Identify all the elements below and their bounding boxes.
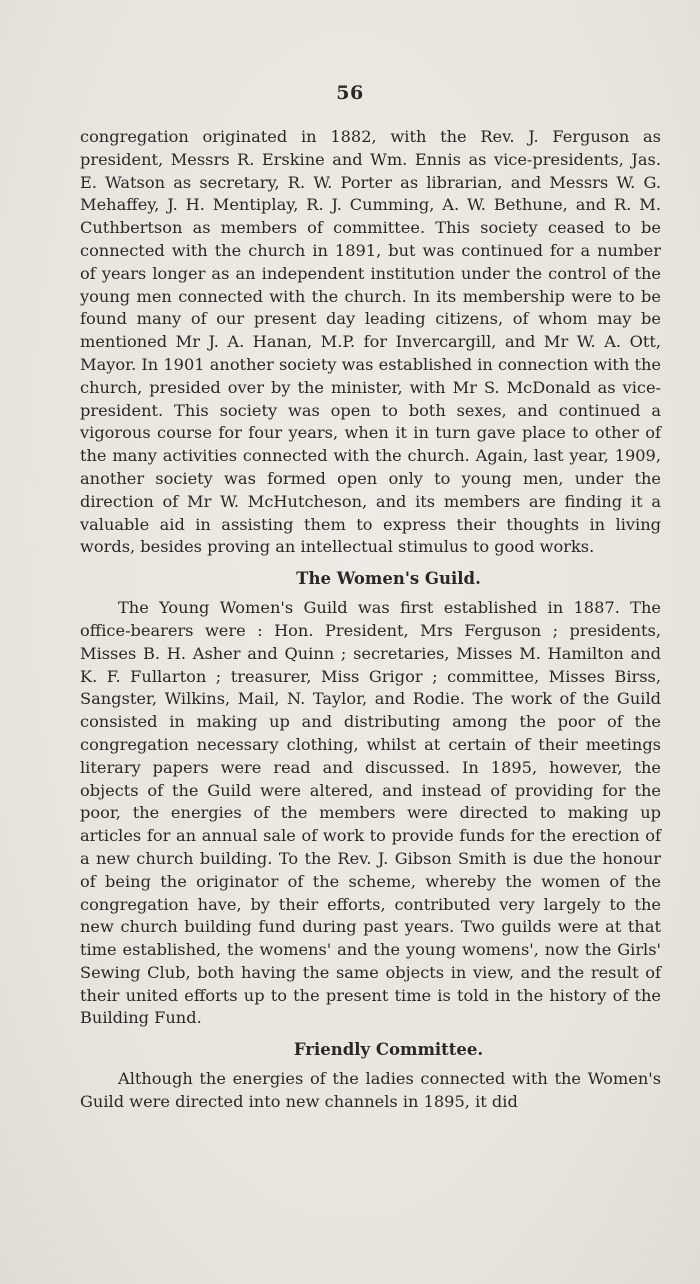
section-heading-friendly-committee: Friendly Committee. <box>293 1040 484 1060</box>
paragraph-womens-guild: The Young Women's Guild was first established in 1887. The office-bearers were : Hon. President, Mrs Ferguson ; presidents, Misses B. H. Asher and Quinn ; secretaries, Misses M. Hamilton and K. F. Fullarton ; treasurer, Miss Grigor ; committee, Misses Birss, Sangster, Wilkins, Mail, N. Taylor, and Rodie. The work of the Guild consisted in making up and distributing among the poor of the congregation necessary clothing, whilst at certain of their meetings literary papers were read and discussed. In 1895, however, the objects of the Guild were altered, and instead of providing for the poor, the energies of the members were directed to making up articles for an annual sale of work to provide funds for the erection of a new church building. To the Rev. J. Gibson Smith is due the honour of being the originator of the scheme, whereby the women of the congregation have, by their efforts, contributed very largely to the new church building fund during past years. Two guilds were at that time established, the womens' and the young womens', now the Girls' Sewing Club, both having the same objects in view, and the result of their united efforts up to the present time is told in the history of the Building Fund. <box>80 598 661 1028</box>
page-number: 56 <box>336 82 364 104</box>
page-body <box>80 126 661 1114</box>
section-heading-womens-guild: The Women's Guild. <box>296 569 481 589</box>
paragraph-literary-society: congregation originated in 1882, with the Rev. J. Ferguson as president, Messrs R. Erskine and Wm. Ennis as vice-presidents, Jas. E. Watson as secretary, R. W. Porter as librarian, and Messrs W. G. Mehaffey, J. H. Mentiplay, R. J. Cumming, A. W. Bethune, and R. M. Cuthbertson as members of committee. This society ceased to be connected with the church in 1891, but was continued for a number of years longer as an independent institution under the control of the young men connected with the church. In its membership were to be found many of our present day leading citizens, of whom may be mentioned Mr J. A. Hanan, M.P. for Invercargill, and Mr W. A. Ott, Mayor. In 1901 another society was established in connection with the church, presided over by the minister, with Mr S. McDonald as vice-president. This society was open to both sexes, and continued a vigorous course for four years, when it in turn gave place to other of the many activities connected with the church. Again, last year, 1909, another society was formed open only to young men, under the direction of Mr W. McHutcheson, and its members are finding it a valuable aid in assisting them to express their thoughts in living words, besides proving an intellectual stimulus to good works. <box>80 127 661 557</box>
paragraph-friendly-committee: Although the energies of the ladies connected with the Women's Guild were directed into new channels in 1895, it did <box>80 1069 661 1112</box>
